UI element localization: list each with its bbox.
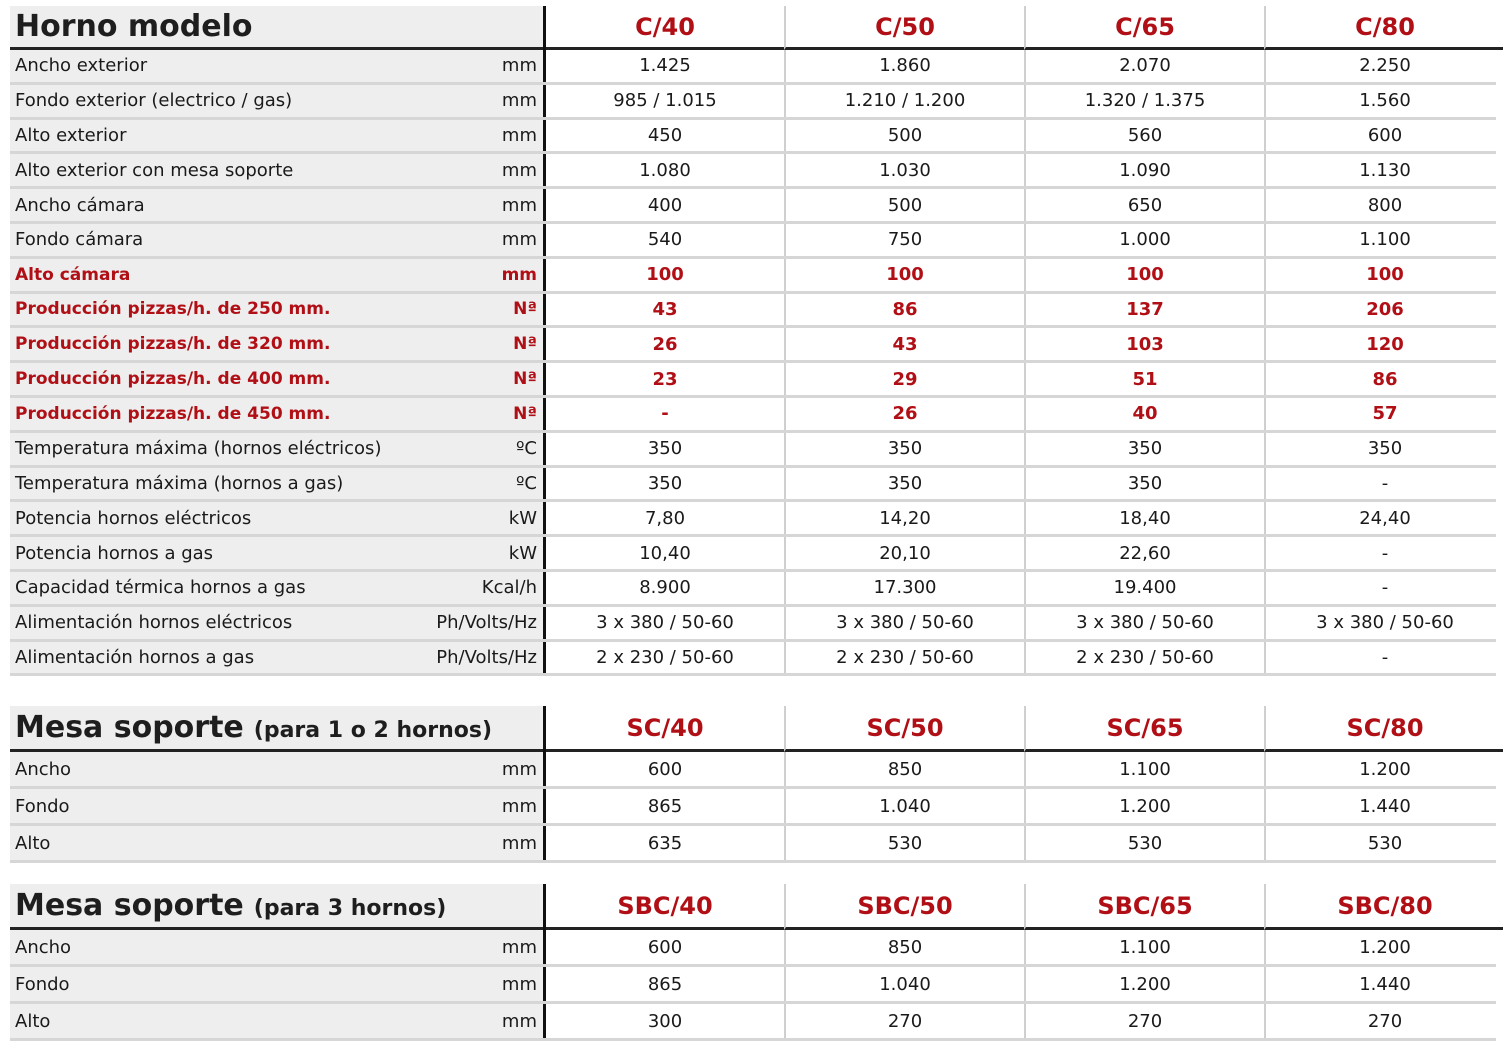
spec-value: 1.100: [1024, 930, 1264, 964]
spec-value: 1.100: [1024, 752, 1264, 786]
spec-value: 650: [1024, 189, 1264, 221]
spec-unit: Nª: [513, 334, 537, 355]
spec-label: Producción pizzas/h. de 320 mm.: [15, 334, 331, 355]
spec-label: Potencia hornos a gas: [15, 542, 214, 564]
spec-label: Alto exterior con mesa soporte: [15, 159, 294, 181]
spec-row: [10, 537, 1496, 572]
spec-value: 2 x 230 / 50-60: [596, 646, 734, 668]
mesa-soporte-1-2-table: [10, 706, 1496, 863]
section-title: Horno modelo: [15, 9, 253, 44]
spec-value: 300: [647, 1010, 683, 1032]
spec-value: 1.030: [784, 154, 1024, 186]
spec-row: [10, 826, 1496, 863]
spec-value: 137: [1024, 294, 1264, 326]
spec-label: Alimentación hornos eléctricos: [15, 612, 293, 634]
spec-label-cell: [10, 433, 543, 465]
spec-row: [10, 259, 1496, 294]
spec-value: 850: [784, 752, 1024, 786]
spec-value: 1.320 / 1.375: [1024, 85, 1264, 117]
spec-label-cell: [10, 398, 543, 430]
spec-label-cell: [10, 189, 543, 221]
section-subtitle: (para 1 o 2 hornos): [253, 718, 493, 743]
spec-row: [10, 468, 1496, 503]
spec-value: 1.200: [1024, 967, 1264, 1001]
spec-value: 600: [1264, 120, 1503, 152]
spec-label-cell: [10, 120, 543, 152]
spec-label: Ancho exterior: [15, 55, 148, 77]
spec-row: [10, 120, 1496, 155]
spec-value: 43: [652, 298, 678, 320]
spec-row: [10, 398, 1496, 433]
spec-value: 2 x 230 / 50-60: [1024, 642, 1264, 674]
spec-label-cell: [10, 930, 543, 964]
spec-value: 26: [784, 398, 1024, 430]
table-header-row: [10, 706, 1496, 752]
spec-value: 29: [784, 363, 1024, 395]
model-header-sc-65: SC/65: [1024, 706, 1264, 752]
spec-value: 43: [784, 328, 1024, 360]
model-header-sbc-80: SBC/80: [1264, 884, 1503, 930]
spec-unit: mm: [501, 229, 537, 251]
section-title-cell: [10, 706, 543, 752]
spec-label-cell: [10, 967, 543, 1001]
spec-row: [10, 930, 1496, 967]
spec-value: 86: [1264, 363, 1503, 395]
model-header-c-65: C/65: [1024, 6, 1264, 50]
section-subtitle: (para 3 hornos): [253, 896, 447, 921]
spec-label: Fondo exterior (electrico / gas): [15, 90, 293, 112]
spec-value: 2.250: [1264, 50, 1503, 82]
spec-unit: Nª: [513, 299, 537, 320]
spec-value: 100: [784, 259, 1024, 291]
spec-label-cell: [10, 468, 543, 500]
spec-unit: Ph/Volts/Hz: [436, 646, 537, 668]
spec-value: 86: [784, 294, 1024, 326]
spec-label-cell: [10, 607, 543, 639]
spec-value: 10,40: [639, 542, 691, 564]
spec-value: 100: [646, 264, 684, 286]
spec-value: 1.040: [784, 967, 1024, 1001]
spec-row: [10, 789, 1496, 826]
spec-label: Potencia hornos eléctricos: [15, 507, 252, 529]
spec-row: [10, 363, 1496, 398]
spec-value: 18,40: [1024, 502, 1264, 534]
spec-value: 350: [1024, 433, 1264, 465]
spec-label: Ancho: [15, 936, 72, 958]
spec-value: 24,40: [1264, 502, 1503, 534]
spec-label: Alto: [15, 832, 51, 854]
spec-value: 8.900: [639, 577, 691, 599]
spec-value: 1.440: [1264, 789, 1503, 823]
table-header-row: [10, 884, 1496, 930]
spec-unit: mm: [501, 973, 537, 995]
spec-label-cell: [10, 328, 543, 360]
spec-row: [10, 85, 1496, 120]
spec-value: 600: [647, 758, 683, 780]
spec-value: 1.210 / 1.200: [784, 85, 1024, 117]
spec-value: 750: [784, 224, 1024, 256]
model-header-sc-40: SC/40: [546, 706, 784, 752]
model-header-sbc-65: SBC/65: [1024, 884, 1264, 930]
spec-label-cell: [10, 789, 543, 823]
spec-value: 3 x 380 / 50-60: [596, 612, 734, 634]
spec-label-cell: [10, 154, 543, 186]
spec-row: [10, 572, 1496, 607]
spec-unit: mm: [501, 264, 537, 285]
spec-label-cell: [10, 85, 543, 117]
spec-unit: mm: [501, 159, 537, 181]
spec-value: 800: [1264, 189, 1503, 221]
model-header-sc-50: SC/50: [784, 706, 1024, 752]
spec-value: 26: [652, 333, 678, 355]
spec-value: -: [1264, 642, 1503, 674]
model-header-c-50: C/50: [784, 6, 1024, 50]
spec-unit: mm: [501, 936, 537, 958]
spec-label-cell: [10, 224, 543, 256]
spec-value: 270: [1264, 1004, 1503, 1038]
spec-value: 270: [784, 1004, 1024, 1038]
spec-unit: kW: [508, 542, 537, 564]
spec-value: 23: [652, 368, 678, 390]
spec-value: 1.200: [1264, 752, 1503, 786]
spec-value: 1.425: [639, 55, 691, 77]
model-header-c-80: C/80: [1264, 6, 1503, 50]
spec-label-cell: [10, 259, 543, 291]
spec-value: 560: [1024, 120, 1264, 152]
spec-value: 1.100: [1264, 224, 1503, 256]
spec-value: 530: [784, 826, 1024, 860]
spec-row: [10, 502, 1496, 537]
spec-label-cell: [10, 294, 543, 326]
spec-unit: mm: [501, 124, 537, 146]
spec-label: Producción pizzas/h. de 400 mm.: [15, 369, 331, 390]
spec-value: 1.440: [1264, 967, 1503, 1001]
spec-value: 350: [647, 472, 683, 494]
spec-unit: mm: [501, 758, 537, 780]
spec-value: 100: [1024, 259, 1264, 291]
spec-value: 40: [1024, 398, 1264, 430]
spec-value: -: [1264, 572, 1503, 604]
spec-value: 1.040: [784, 789, 1024, 823]
spec-label: Producción pizzas/h. de 450 mm.: [15, 403, 331, 424]
spec-label: Ancho cámara: [15, 194, 145, 216]
spec-label-cell: [10, 502, 543, 534]
spec-value: 1.090: [1024, 154, 1264, 186]
spec-unit: mm: [501, 1010, 537, 1032]
spec-label: Fondo: [15, 795, 70, 817]
spec-value: 1.000: [1024, 224, 1264, 256]
spec-unit: ºC: [515, 472, 537, 494]
spec-value: 3 x 380 / 50-60: [1024, 607, 1264, 639]
spec-value: 350: [647, 438, 683, 460]
spec-value: 20,10: [784, 537, 1024, 569]
spec-value: 500: [784, 189, 1024, 221]
spec-value: 2 x 230 / 50-60: [784, 642, 1024, 674]
spec-label: Alto: [15, 1010, 51, 1032]
spec-label-cell: [10, 537, 543, 569]
spec-unit: Kcal/h: [481, 577, 537, 599]
spec-value: 51: [1024, 363, 1264, 395]
model-header-c-40: C/40: [546, 6, 784, 50]
spec-value: 7,80: [644, 507, 686, 529]
spec-value: 850: [784, 930, 1024, 964]
spec-row: [10, 1004, 1496, 1041]
spec-value: 865: [647, 795, 683, 817]
spec-value: 350: [784, 468, 1024, 500]
spec-label: Capacidad térmica hornos a gas: [15, 577, 306, 599]
spec-value: 1.560: [1264, 85, 1503, 117]
spec-row: [10, 50, 1496, 85]
section-title-cell: [10, 6, 543, 50]
spec-value: -: [661, 403, 669, 425]
spec-unit: mm: [501, 795, 537, 817]
spec-value: 400: [647, 194, 683, 216]
spec-row: [10, 224, 1496, 259]
section-title-cell: [10, 884, 543, 930]
spec-value: 206: [1264, 294, 1503, 326]
model-header-sbc-50: SBC/50: [784, 884, 1024, 930]
spec-row: [10, 607, 1496, 642]
model-header-sbc-40: SBC/40: [546, 884, 784, 930]
spec-value: 1.080: [639, 159, 691, 181]
spec-unit: ºC: [515, 438, 537, 460]
spec-unit: mm: [501, 55, 537, 77]
spec-unit: Ph/Volts/Hz: [436, 612, 537, 634]
spec-unit: Nª: [513, 403, 537, 424]
spec-row: [10, 154, 1496, 189]
mesa-soporte-3-table: [10, 884, 1496, 1041]
spec-label: Fondo cámara: [15, 229, 144, 251]
spec-row: [10, 967, 1496, 1004]
spec-value: 985 / 1.015: [613, 90, 717, 112]
spec-value: 1.200: [1024, 789, 1264, 823]
spec-row: [10, 642, 1496, 677]
model-header-sc-80: SC/80: [1264, 706, 1503, 752]
spec-value: 22,60: [1024, 537, 1264, 569]
spec-value: 270: [1024, 1004, 1264, 1038]
spec-value: 530: [1024, 826, 1264, 860]
spec-value: 350: [1024, 468, 1264, 500]
spec-value: 100: [1264, 259, 1503, 291]
spec-unit: mm: [501, 832, 537, 854]
spec-label-cell: [10, 1004, 543, 1038]
spec-label: Temperatura máxima (hornos a gas): [15, 472, 344, 494]
section-title: Mesa soporte: [15, 888, 244, 923]
spec-label-cell: [10, 826, 543, 860]
spec-value: 103: [1024, 328, 1264, 360]
spec-value: 530: [1264, 826, 1503, 860]
spec-label: Ancho: [15, 758, 72, 780]
spec-label: Alto cámara: [15, 264, 131, 285]
spec-value: 1.200: [1264, 930, 1503, 964]
spec-value: -: [1264, 468, 1503, 500]
spec-row: [10, 433, 1496, 468]
spec-value: 57: [1264, 398, 1503, 430]
spec-row: [10, 752, 1496, 789]
spec-value: 350: [784, 433, 1024, 465]
spec-unit: Nª: [513, 369, 537, 390]
spec-value: 1.860: [784, 50, 1024, 82]
spec-value: 635: [647, 832, 683, 854]
spec-row: [10, 328, 1496, 363]
spec-value: -: [1264, 537, 1503, 569]
spec-label: Alto exterior: [15, 124, 127, 146]
spec-value: 3 x 380 / 50-60: [784, 607, 1024, 639]
spec-value: 3 x 380 / 50-60: [1264, 607, 1503, 639]
spec-label-cell: [10, 363, 543, 395]
spec-value: 350: [1264, 433, 1503, 465]
spec-label-cell: [10, 642, 543, 674]
spec-value: 19.400: [1024, 572, 1264, 604]
spec-value: 1.130: [1264, 154, 1503, 186]
spec-label: Producción pizzas/h. de 250 mm.: [15, 299, 331, 320]
spec-label-cell: [10, 50, 543, 82]
spec-value: 450: [647, 124, 683, 146]
section-title: Mesa soporte: [15, 710, 244, 745]
spec-row: [10, 294, 1496, 329]
spec-value: 2.070: [1024, 50, 1264, 82]
spec-label: Alimentación hornos a gas: [15, 646, 255, 668]
spec-unit: mm: [501, 90, 537, 112]
horno-spec-table: [10, 6, 1496, 676]
spec-value: 600: [647, 936, 683, 958]
spec-value: 17.300: [784, 572, 1024, 604]
table-header-row: [10, 6, 1496, 50]
spec-label-cell: [10, 752, 543, 786]
spec-value: 14,20: [784, 502, 1024, 534]
spec-label-cell: [10, 572, 543, 604]
spec-row: [10, 189, 1496, 224]
spec-unit: kW: [508, 507, 537, 529]
spec-value: 500: [784, 120, 1024, 152]
spec-unit: mm: [501, 194, 537, 216]
spec-value: 120: [1264, 328, 1503, 360]
spec-label: Temperatura máxima (hornos eléctricos): [15, 438, 382, 460]
spec-value: 865: [647, 973, 683, 995]
spec-label: Fondo: [15, 973, 70, 995]
spec-value: 540: [647, 229, 683, 251]
